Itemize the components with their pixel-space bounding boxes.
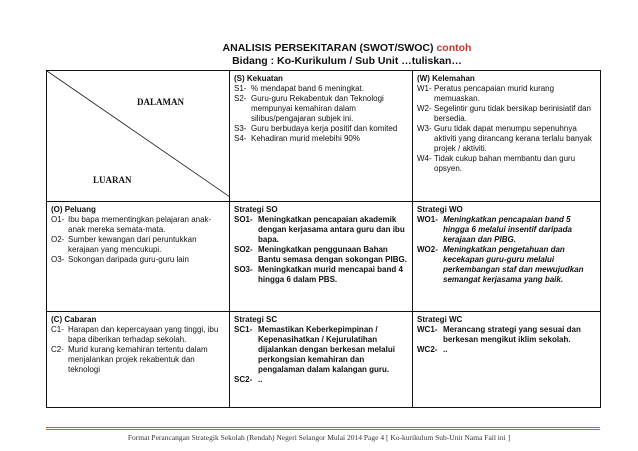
list-item: O1- Ibu bapa mementingkan pelajaran anak-anak mereka semata-mata. xyxy=(51,215,212,234)
luaran-label: LUARAN xyxy=(93,175,132,185)
list-item: S3- Guru berbudaya kerja positif dan komited xyxy=(234,124,398,133)
list-item: SC1- Memastikan Keberkepimpinan / Kepenasihatkan / Kejurulatihan dijalankan dengan berkesan melalui perkongsian kemahiran dan pengalaman dalam kalangan guru. xyxy=(234,325,395,374)
strengths-cell xyxy=(230,71,413,202)
list-item: W1- Peratus pencapaian murid kurang memuaskan. xyxy=(417,84,555,103)
strategy-wo-heading: Strategi WO xyxy=(417,205,463,214)
strategy-sc-cell xyxy=(230,312,413,408)
strategy-so-heading: Strategi SO xyxy=(234,205,278,214)
weaknesses-cell xyxy=(413,71,601,202)
list-item: S2- Guru-guru Rekabentuk dan Teknologi mempunyai kemahiran dalam silibus/pengajaran subjek ini. xyxy=(234,94,384,123)
list-item: W2- Segelintir guru tidak bersikap berinisiatif dan bersedia. xyxy=(417,104,591,123)
list-item: SO3- Meningkatkan murid mencapai band 4 hingga 6 dalam PBS. xyxy=(234,265,403,284)
diagonal-line xyxy=(47,71,230,197)
list-item: S4- Kehadiran murid melebihi 90% xyxy=(234,134,360,143)
swot-table xyxy=(46,70,601,408)
weaknesses-heading: (W) Kelemahan xyxy=(417,74,475,83)
list-item: WC2- .. xyxy=(417,345,448,354)
strategy-sc-heading: Strategi SC xyxy=(234,315,278,324)
table-row xyxy=(47,312,601,408)
list-item: C2- Murid kurang kemahiran tertentu dalam menjalankan projek rekabentuk dan teknologi xyxy=(51,345,208,374)
list-item: SO2- Meningkatkan penggunaan Bahan Bantu semasa dengan sokongan PIBG. xyxy=(234,245,407,264)
title-main: ANALISIS PERSEKITARAN (SWOT/SWOC) xyxy=(222,42,434,54)
page-footer: Format Perancangan Strategik Sekolah (Rendah) Negeri Selangor Mulai 2014 Page 4 [ Ko-kurikulum Sub-Unit Nama Fail ini ] xyxy=(127,433,511,442)
list-item: SC2- .. xyxy=(234,375,263,384)
strategy-wc-cell xyxy=(413,312,601,408)
strategy-wc-heading: Strategi WC xyxy=(417,315,463,324)
dalaman-label: DALAMAN xyxy=(137,97,184,107)
footer-divider xyxy=(46,427,600,430)
opportunities-cell xyxy=(47,202,230,312)
list-item: W3- Guru tidak dapat menumpu sepenuhnya aktiviti yang dirancang kerana terlalu banyak projek / aktiviti. xyxy=(417,124,592,153)
list-item: S1- % mendapat band 6 meningkat. xyxy=(234,84,364,93)
list-item: C1- Harapan dan kepercayaan yang tinggi, ibu bapa diberikan terhadap sekolah. xyxy=(51,325,219,344)
strategy-wo-cell xyxy=(413,202,601,312)
challenges-cell xyxy=(47,312,230,408)
strategy-so-cell xyxy=(230,202,413,312)
challenges-heading: (C) Cabaran xyxy=(51,315,97,324)
list-item: O3- Sokongan daripada guru-guru lain xyxy=(51,255,189,264)
opportunities-heading: (O) Peluang xyxy=(51,205,96,214)
strengths-heading: (S) Kekuatan xyxy=(234,74,283,83)
list-item: SO1- Meningkatkan pencapaian akademik dengan kerjasama antara guru dan ibu bapa. xyxy=(234,215,405,244)
list-item: WO1- Meningkatkan pencapaian band 5 hingga 6 melalui insentif daripada kerajaan dan PIBG. xyxy=(417,215,572,244)
list-item: O2- Sumber kewangan dari peruntukkan kerajaan yang mencukupi. xyxy=(51,235,197,254)
list-item: WC1- Merancang strategi yang sesuai dan berkesan mengikut iklim sekolah. xyxy=(417,325,581,344)
corner-cell xyxy=(47,71,230,202)
document-subtitle: Bidang : Ko-Kurikulum / Sub Unit …tuliskan… xyxy=(232,55,462,67)
list-item: WO2- Meningkatkan pengetahuan dan kecekapan guru-guru melalui perkembangan staf dan mewujudkan semangat kerjasama yang baik. xyxy=(417,245,584,284)
document-title xyxy=(28,42,638,55)
title-accent: contoh xyxy=(436,42,472,54)
table-row xyxy=(47,71,601,202)
list-item: W4- Tidak cukup bahan membantu dan guru opsyen. xyxy=(417,154,576,173)
table-row xyxy=(47,202,601,312)
